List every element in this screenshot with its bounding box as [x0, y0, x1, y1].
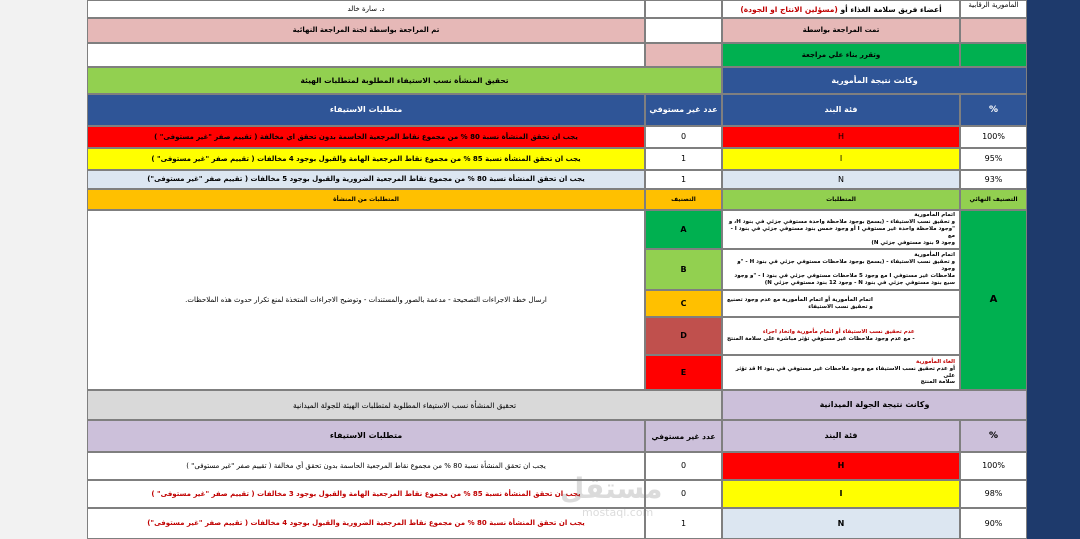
s2-row-h-requirement: يجب ان تحقق المنشأة نسبة 80 % من مجموع نقاط المرجعية الحاسمة بدون تحقق أي مخالفة ( تقييم صفر "غير مستوفى" )	[87, 452, 645, 480]
header-category: فئة البند	[722, 94, 960, 126]
grade-b-text	[727, 252, 955, 286]
supervision-label: المأمورية الرقابية	[960, 0, 1027, 18]
s2-row-h-count: 0	[645, 452, 722, 480]
grade-a-badge: A	[645, 210, 722, 249]
grade-c-line: اتمام المأمورية أو اتمام المأمورية مع عدم وجود تصنيع	[727, 296, 873, 303]
s1-row-n-category: N	[722, 170, 960, 189]
team-label	[722, 0, 960, 18]
grade-e-line: سلامة المنتج	[920, 379, 955, 386]
grade-e-line: الغاء المأمورية	[916, 358, 955, 365]
s2-row-h-percent: 100%	[960, 452, 1027, 480]
s2-row-i-requirement: يجب ان تحقق المنشأة نسبة 85 % من مجموع نقاط المرجعية الهامة والقبول بوجود 3 مخالفات ( تقييم صفر "غير مستوفى" )	[87, 480, 645, 508]
grade-a-line: و تحقيق نسب الاستيفاء - (يسمح بوجود ملاحظة واحدة مستوفي جزئي في بنود H، و	[728, 219, 955, 226]
s1-row-h-count: 0	[645, 126, 722, 148]
reviewed-by-label: تمت المراجعة بواسطة	[722, 18, 960, 43]
header-noncompliant: عدد غير مستوفي	[645, 94, 722, 126]
mission-result-title: وكانت نتيجة المأمورية	[722, 67, 1027, 94]
header-percent: %	[960, 94, 1027, 126]
grade-d-line: - مع عدم وجود ملاحظات غير مستوفي تؤثر مباشرة على سلامة المنتج	[727, 336, 915, 342]
left-sheet-margin	[0, 0, 87, 539]
grade-c-badge: C	[645, 290, 722, 317]
s2-row-i-percent: 98%	[960, 480, 1027, 508]
s2-row-n-count: 1	[645, 508, 722, 539]
s2-row-i-count: 0	[645, 480, 722, 508]
compliance-title: تحقيق المنشأة نسب الاستيفاء المطلوبة لمتطلبات الهيئة	[87, 67, 722, 94]
field-tour-result-title: وكانت نتيجة الجولة الميدانية	[722, 390, 1027, 420]
grade-d-text	[727, 329, 915, 343]
s1-row-n-requirement: يجب ان تحقق المنشأة نسبة 80 % من مجموع نقاط المرجعية الضرورية والقبول بوجود 5 مخالفات ( تقييم صفر "غير مستوفى")	[87, 170, 645, 189]
s2-header-noncompliant: عدد غير مستوفي	[645, 420, 722, 452]
doctor-name: د. سارة خالد	[87, 0, 645, 18]
s1-row-h-category: H	[722, 126, 960, 148]
header-requirements: متطلبات الاستيفاء	[87, 94, 645, 126]
final-classification-label: التصنيف النهائي	[960, 189, 1027, 210]
watermark-latin: mostaql.com	[582, 506, 654, 519]
grade-b-badge: B	[645, 249, 722, 290]
s2-row-i-category: I	[722, 480, 960, 508]
s1-row-h-requirement: يجب ان تحقق المنشأة نسبة 80 % من مجموع نقاط المرجعية الحاسمة بدون تحقق اي مخالفة ( تقييم صفر "غير مستوفى" )	[87, 126, 645, 148]
reviewed-blank	[645, 18, 722, 43]
grade-d-badge: D	[645, 317, 722, 355]
facility-requirements-text: ارسال خطة الاجراءات التصحيحة - مدعمة بالصور والمستندات - وتوضيح الاجراءات المتخذة لمنع تكرار حدوث هذه الملاحظات.	[87, 210, 645, 390]
right-sheet-border	[1027, 0, 1080, 539]
field-compliance-title: تحقيق المنشأة نسب الاستيفاء المطلوبة لمتطلبات الهيئة للجولة الميدانية	[87, 390, 722, 420]
grade-d-description	[722, 317, 960, 355]
grade-a-line: وجود 9 بنود مستوفي جزئي N)	[871, 239, 955, 246]
facility-requirements-label: المتطلبات من المنشأة	[87, 189, 645, 210]
s1-row-i-percent: 95%	[960, 148, 1027, 170]
grade-a-text	[727, 212, 955, 246]
s1-row-n-count: 1	[645, 170, 722, 189]
team-empty-cell	[645, 0, 722, 18]
grade-b-line: اتمام المأمورية	[914, 252, 955, 259]
s2-row-n-percent: 90%	[960, 508, 1027, 539]
classification-label: التصنيف	[645, 189, 722, 210]
s2-header-requirements: متطلبات الاستيفاء	[87, 420, 645, 452]
final-grade: A	[960, 210, 1027, 390]
grade-b-description	[722, 249, 960, 290]
s2-header-percent: %	[960, 420, 1027, 452]
grade-e-description	[722, 355, 960, 390]
grade-e-line: أو عدم تحقيق نسب الاستيفاء مع وجود ملاحظات غير مستوفي في بنود H قد تؤثر على	[735, 365, 955, 379]
s2-row-n-requirement: يجب ان تحقق المنشأة نسبة 80 % من مجموع نقاط المرجعية الضرورية والقبول بوجود 4 مخالفات ( تقييم صفر "غير مستوفى")	[87, 508, 645, 539]
s2-row-h-category: H	[722, 452, 960, 480]
s1-row-i-count: 1	[645, 148, 722, 170]
grade-b-line: ملاحظات غير مستوفي I مع وجود 5 ملاحظات مستوفي جزئي في بنود I - "و وجود	[734, 272, 955, 279]
s1-row-n-percent: 93%	[960, 170, 1027, 189]
grade-e-badge: E	[645, 355, 722, 390]
requirements-label: المتطلبات	[722, 189, 960, 210]
grade-a-line: اتمام المأمورية	[914, 212, 955, 219]
watermark-arabic: مستقل	[560, 472, 663, 505]
team-or-text: أو	[840, 4, 848, 14]
grade-c-text	[727, 297, 873, 311]
grade-a-line: "وجود ملاحظة واحدة غير مستوفي I أو وجود خمس بنود مستوفي جزئي في بنود I - مع	[730, 226, 955, 239]
grade-c-description	[722, 290, 960, 317]
s2-header-category: فئة البند	[722, 420, 960, 452]
s1-row-h-percent: 100%	[960, 126, 1027, 148]
reviewed-empty-cell	[960, 18, 1027, 43]
grade-b-line: سبع بنود مستوفي جزئي في بنود N - وجود 12 بنود مستوفي جزئي N)	[764, 279, 955, 286]
grade-c-line: و تحقيق نسب الاستيفاء	[808, 303, 873, 310]
grade-b-line: و تحقيق نسب الاستيفاء - (يسمح بوجود ملاحظات مستوفي جزئي في بنود H - "و وجود	[737, 259, 955, 273]
report-based-label: وتقرر بناء علي مراجعة	[722, 43, 960, 67]
team-label-text: أعضاء فريق سلامة الغذاء	[850, 4, 942, 14]
grade-e-text	[727, 359, 955, 387]
s1-row-i-requirement: يجب ان تحقق المنشأة نسبة 85 % من مجموع نقاط المرجعية الهامة والقبول بوجود 4 مخالفات ( تقييم صفر "غير مستوفى" )	[87, 148, 645, 170]
grade-a-description	[722, 210, 960, 249]
final-committee-label: تم المراجعة بواسطة لجنة المراجعة النهائية	[87, 18, 645, 43]
team-note-text: (مسؤلين الانتاج او الجودة)	[740, 4, 838, 14]
s1-row-i-category: I	[722, 148, 960, 170]
report-pink-cell	[645, 43, 722, 67]
report-blank	[87, 43, 645, 67]
s2-row-n-category: N	[722, 508, 960, 539]
report-empty-cell	[960, 43, 1027, 67]
grade-d-line: عدم تحقيق نسب الاستيفاء أو اتمام مأمورية واتخاذ اجراء	[762, 329, 915, 336]
